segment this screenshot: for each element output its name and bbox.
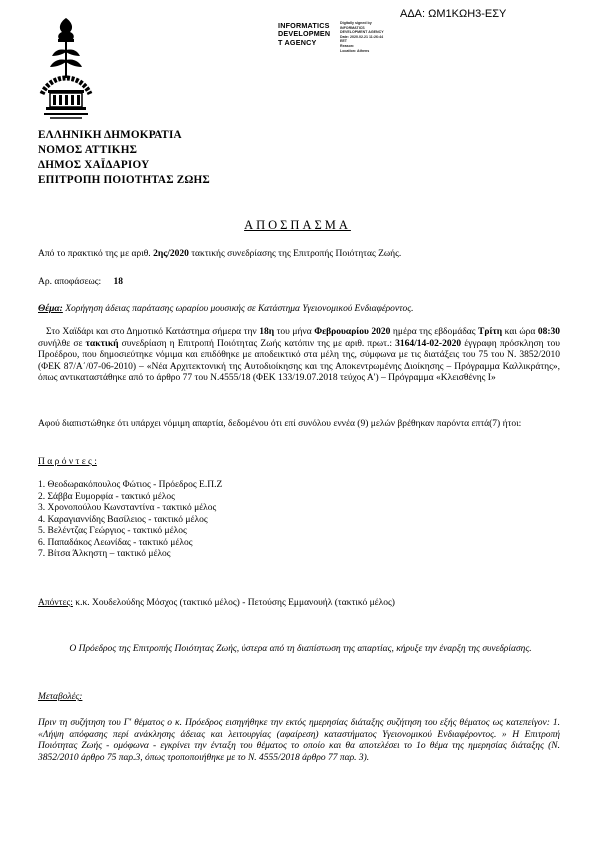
stamp-detail: Date: 2020.02.21 11:26:44 <box>340 34 384 39</box>
intro-text: τακτικής συνεδρίασης της Επιτροπής Ποιότητας Ζωής. <box>188 249 402 259</box>
absent-label: Απόντες: <box>38 598 73 608</box>
para-text: συνεδρίαση η Επιτροπή Ποιότητας Ζωής κατόπιν της με αριθ. πρωτ.: <box>118 338 396 349</box>
meeting-time: 08:30 <box>537 327 561 337</box>
header-country: ΕΛΛΗΝΙΚΗ ΔΗΜΟΚΡΑΤΙΑ <box>38 129 182 141</box>
stamp-detail: INFORMATICS <box>340 25 365 30</box>
absent-line <box>38 598 563 610</box>
para-text: έγγραφη πρόσκληση του Προέδρου, που δημοσιεύτηκε νόμιμα και επιδόθηκε με αποδεικτικό στα μέλη της, σύμφωνα με τις διατάξεις του 75 του Ν. 3852/2010 (ΦΕΚ 87/Α΄/07-06-2010) – «Νέα Αρχιτεκτονική της Αυτοδιοίκησης και της Αποκεντρωμένης Διοίκησης – Πρόγραμμα Καλλικράτης», όπως αντικαταστάθηκε από το άρθρο 77 του Ν.4555/18 (ΦΕΚ 133/19.07.2018 τεύχος Α') – Πρόγραμμα «Κλεισθένης Ι» <box>38 338 560 383</box>
document-header <box>38 128 210 188</box>
subject-text: Χορήγηση άδειας παράτασης ωραρίου μουσικής σε Κατάστημα Υγειονομικού Ενδιαφέροντος. <box>62 304 414 314</box>
absent-members: κ.κ. Χουδελούδης Μόσχος (τακτικό μέλος) - Πετούσης Εμμανουήλ (τακτικό μέλος) <box>72 598 395 608</box>
meeting-paragraph <box>38 327 560 385</box>
signature-stamp-details <box>340 21 384 53</box>
meeting-weekday: Τρίτη <box>478 327 503 337</box>
stamp-line: INFORMATICS <box>278 21 330 30</box>
ada-code: ΑΔΑ: ΩΜ1ΚΩΗ3-ΕΣΥ <box>400 8 507 20</box>
stamp-line: T AGENCY <box>278 37 317 47</box>
present-label: Π α ρ ό ν τ ε ς : <box>38 457 97 467</box>
meeting-day: 18η <box>259 327 275 337</box>
header-committee: ΕΠΙΤΡΟΠΗ ΠΟΙΟΤΗΤΑΣ ΖΩΗΣ <box>38 174 210 186</box>
subject-line <box>38 304 563 316</box>
stamp-detail: EET <box>340 39 347 44</box>
para-text: συνήλθε σε <box>38 338 86 349</box>
stamp-line: DEVELOPMEN <box>278 29 331 39</box>
present-members-list <box>38 480 222 561</box>
opening-statement: Ο Πρόεδρος της Επιτροπής Ποιότητας Ζωής, ύστερα από τη διαπίστωση της απαρτίας, κήρυξε την έναρξη της συνεδρίασης. <box>69 644 532 654</box>
decision-number: 18 <box>113 277 123 287</box>
stamp-detail: Location: Athens <box>340 48 370 53</box>
intro-line <box>38 249 563 261</box>
meeting-month: Φεβρουαρίου 2020 <box>314 327 391 337</box>
invitation-number: 3164/14-02-2020 <box>395 338 462 349</box>
para-text: ημέρα της εβδομάδας <box>390 327 479 337</box>
para-text: και ώρα <box>502 327 538 337</box>
para-text: Στο Χαϊδάρι και στο Δημοτικό Κατάστημα σήμερα την <box>46 327 260 337</box>
header-prefecture: ΝΟΜΟΣ ΑΤΤΙΚΗΣ <box>38 144 138 156</box>
document-title: ΑΠΟΣΠΑΣΜΑ <box>244 218 351 232</box>
list-item: 1. Θεοδωρακόπουλος Φώτιος - Πρόεδρος Ε.Π.Ζ <box>38 480 223 490</box>
para-text: του μήνα <box>274 327 315 337</box>
list-item: 6. Παπαδάκος Λεωνίδας - τακτικό μέλος <box>38 537 193 548</box>
intro-text: Από το πρακτικό της με αριθ. <box>38 249 154 259</box>
list-item: 3. Χρονοπούλου Κωνσταντίνα - τακτικό μέλος <box>38 503 217 513</box>
meeting-number: 2ης/2020 <box>153 249 189 259</box>
decision-label: Αρ. αποφάσεως: <box>38 277 102 287</box>
stamp-detail: Digitally signed by <box>340 21 372 25</box>
subject-label: Θέμα: <box>38 304 63 314</box>
header-municipality: ΔΗΜΟΣ ΧΑΪΔΑΡΙΟΥ <box>38 159 150 171</box>
list-item: 7. Βίτσα Άλκηστη – τακτικό μέλος <box>38 549 171 559</box>
decision-number-line <box>38 277 123 289</box>
municipality-logo <box>30 14 102 122</box>
stamp-detail: Reason: <box>340 43 355 48</box>
list-item: 4. Καραγιαννίδης Βασίλειος - τακτικό μέλος <box>38 514 208 525</box>
signature-stamp-org <box>278 22 330 47</box>
changes-label: Μεταβολές: <box>38 692 83 702</box>
changes-paragraph: Πριν τη συζήτηση του Γ' θέματος ο κ. Πρόεδρος εισηγήθηκε την εκτός ημερησίας διάταξης συζήτηση του εξής θέματος ως κατεπείγον: 1. «Λήψη απόφασης περί ανάκλησης άδειας και λειτουργίας (αφαίρεση) καταστήματος Υγειονομικού Ενδιαφέροντος. » Η Επιτροπή Ποιότητας Ζωής - ομόφωνα - εγκρίνει την ένταξη του θέματος το οποίο και θα αποτελέσει το 1ο θέμα της ημερησίας διάταξης (Ν. 3852/2010 άρθρο 75 παρ.3, όπως τροποποιήθηκε με το Ν. 4555/2018 άρθρο 77 παρ. 3). <box>38 718 560 763</box>
list-item: 5. Βελέντζας Γεώργιος - τακτικό μέλος <box>38 526 187 536</box>
stamp-detail: DEVELOPMENT AGENCY <box>340 30 384 35</box>
list-item: 2. Σάββα Ευμορφία - τακτικό μέλος <box>38 491 175 502</box>
meeting-type: τακτική <box>85 338 119 349</box>
quorum-paragraph: Αφού διαπιστώθηκε ότι υπάρχει νόμιμη απαρτία, δεδομένου ότι επί συνόλου εννέα (9) μελών βρέθηκαν παρόντα επτά(7) ήτοι: <box>38 419 522 429</box>
